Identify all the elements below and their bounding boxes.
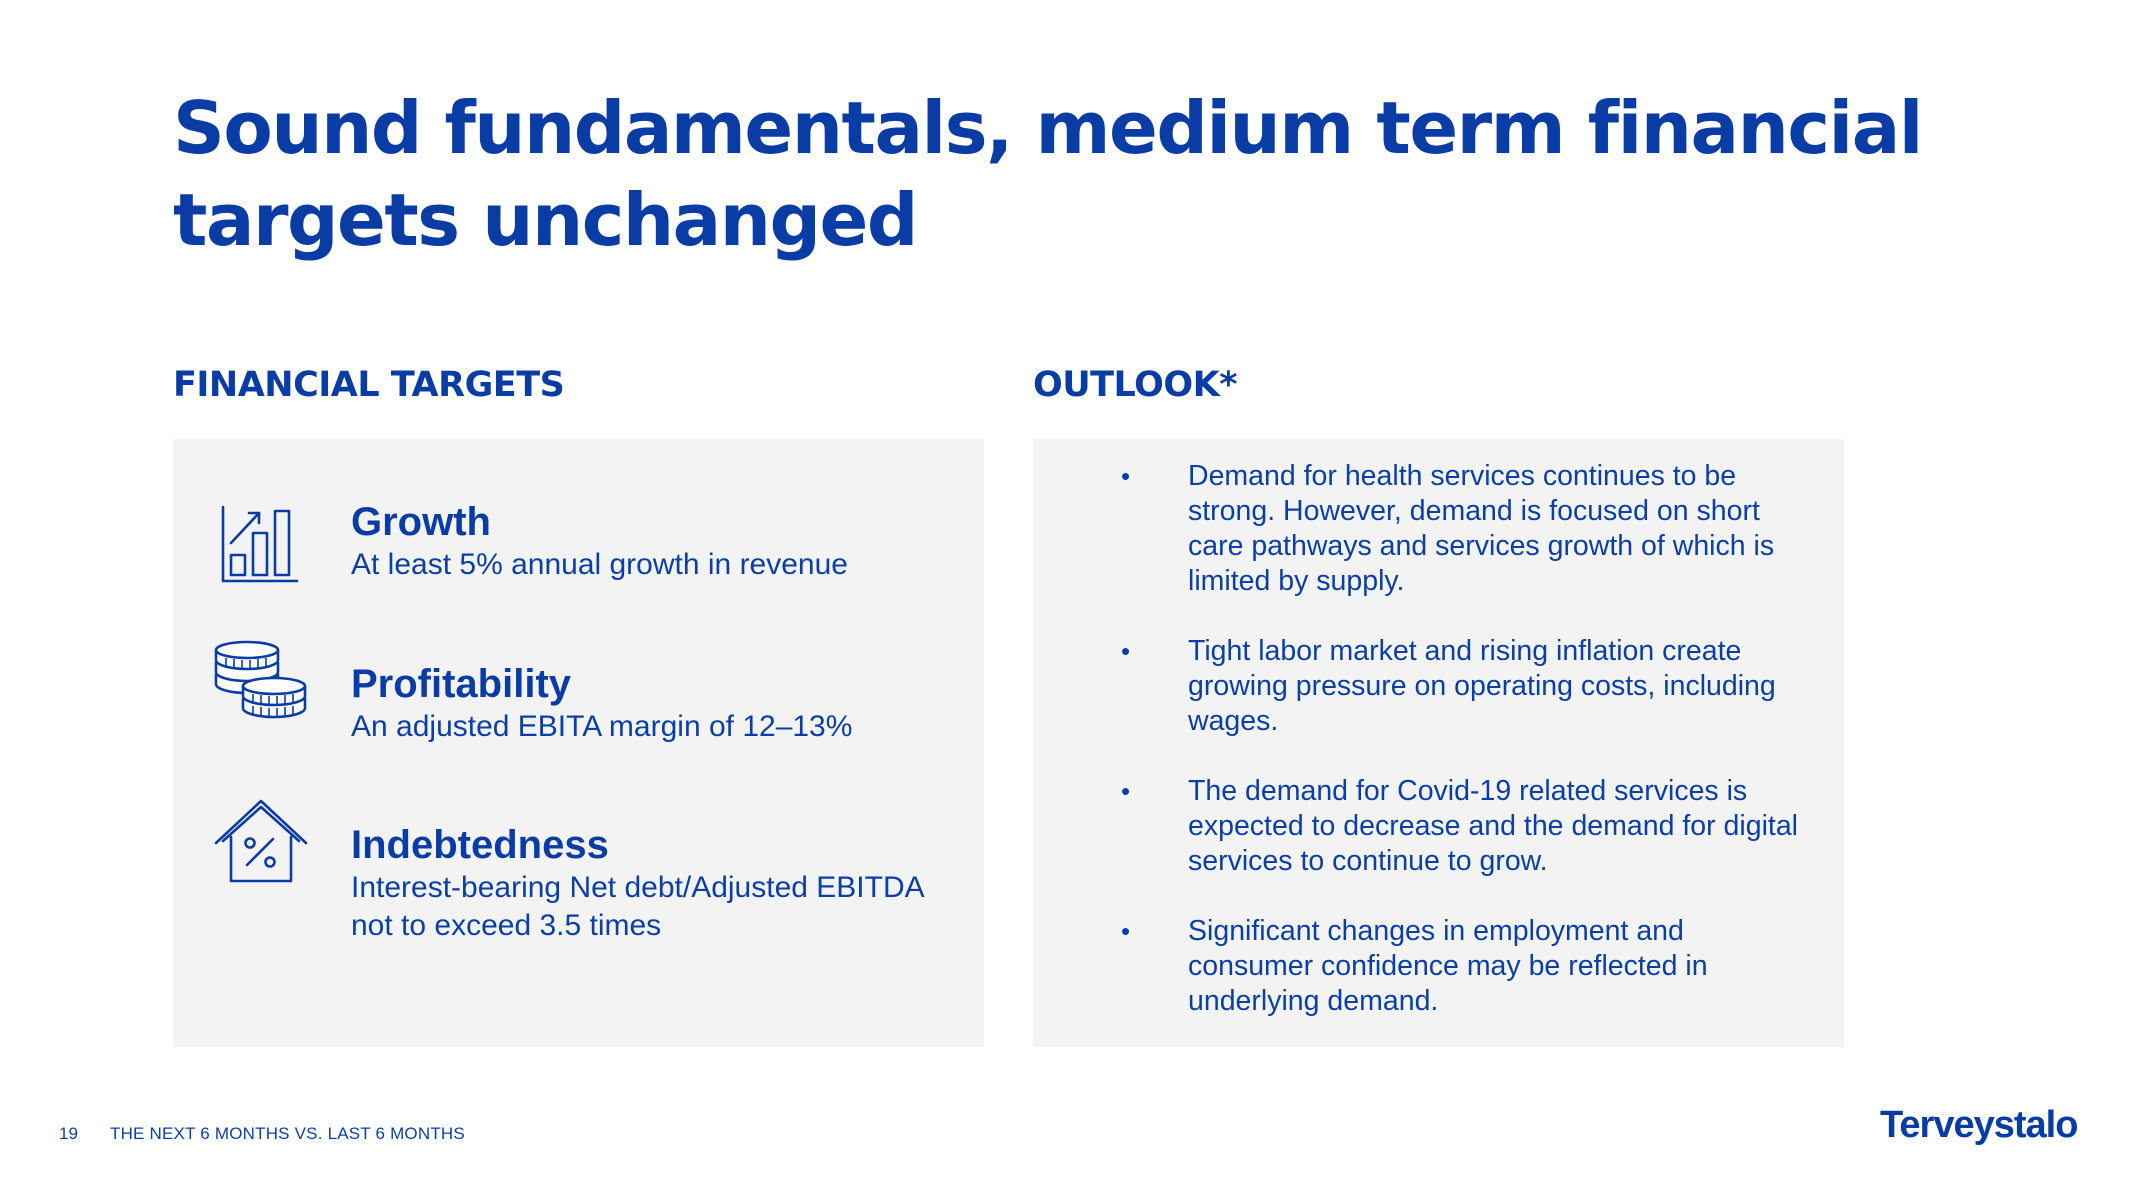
outlook-item-text: The demand for Covid-19 related services is expected to decrease and the demand for digital services to continue to grow. xyxy=(1188,775,1798,877)
outlook-item xyxy=(1084,914,1814,1019)
target-title: Indebtedness xyxy=(351,823,609,867)
bullet-icon: • xyxy=(1121,776,1131,806)
coins-icon xyxy=(213,638,313,738)
bullet-icon: • xyxy=(1121,636,1131,666)
growth-chart-icon xyxy=(213,503,313,603)
outlook-heading: OUTLOOK* xyxy=(1033,365,1238,405)
outlook-item-text: Tight labor market and rising inflation create growing pressure on operating costs, including wages. xyxy=(1188,635,1776,737)
target-description: An adjusted EBITA margin of 12–13% xyxy=(351,710,853,743)
target-title: Growth xyxy=(351,500,491,544)
target-description: Interest-bearing Net debt/Adjusted EBITDA not to exceed 3.5 times xyxy=(351,871,923,942)
terveystalo-logo: Terveystalo xyxy=(1880,1104,2078,1146)
target-description: At least 5% annual growth in revenue xyxy=(351,548,848,581)
outlook-panel xyxy=(1033,439,1844,1047)
outlook-item xyxy=(1084,774,1814,879)
bullet-icon: • xyxy=(1121,916,1131,946)
slide-title: Sound fundamentals, medium term financial targets unchanged xyxy=(173,86,1922,262)
footnote: THE NEXT 6 MONTHS VS. LAST 6 MONTHS xyxy=(110,1124,465,1143)
house-percent-icon xyxy=(213,795,313,895)
page-number: 19 xyxy=(59,1124,78,1143)
target-title: Profitability xyxy=(351,662,572,706)
outlook-item xyxy=(1084,459,1814,599)
financial-targets-panel xyxy=(173,439,984,1047)
outlook-item-text: Significant changes in employment and consumer confidence may be reflected in underlying demand. xyxy=(1188,915,1708,1017)
outlook-item xyxy=(1084,634,1814,739)
bullet-icon: • xyxy=(1121,461,1131,491)
outlook-item-text: Demand for health services continues to be strong. However, demand is focused on short care pathways and services growth of which is limited by supply. xyxy=(1188,460,1775,597)
outlook-list xyxy=(1084,459,1814,1054)
financial-targets-heading: FINANCIAL TARGETS xyxy=(173,365,565,405)
